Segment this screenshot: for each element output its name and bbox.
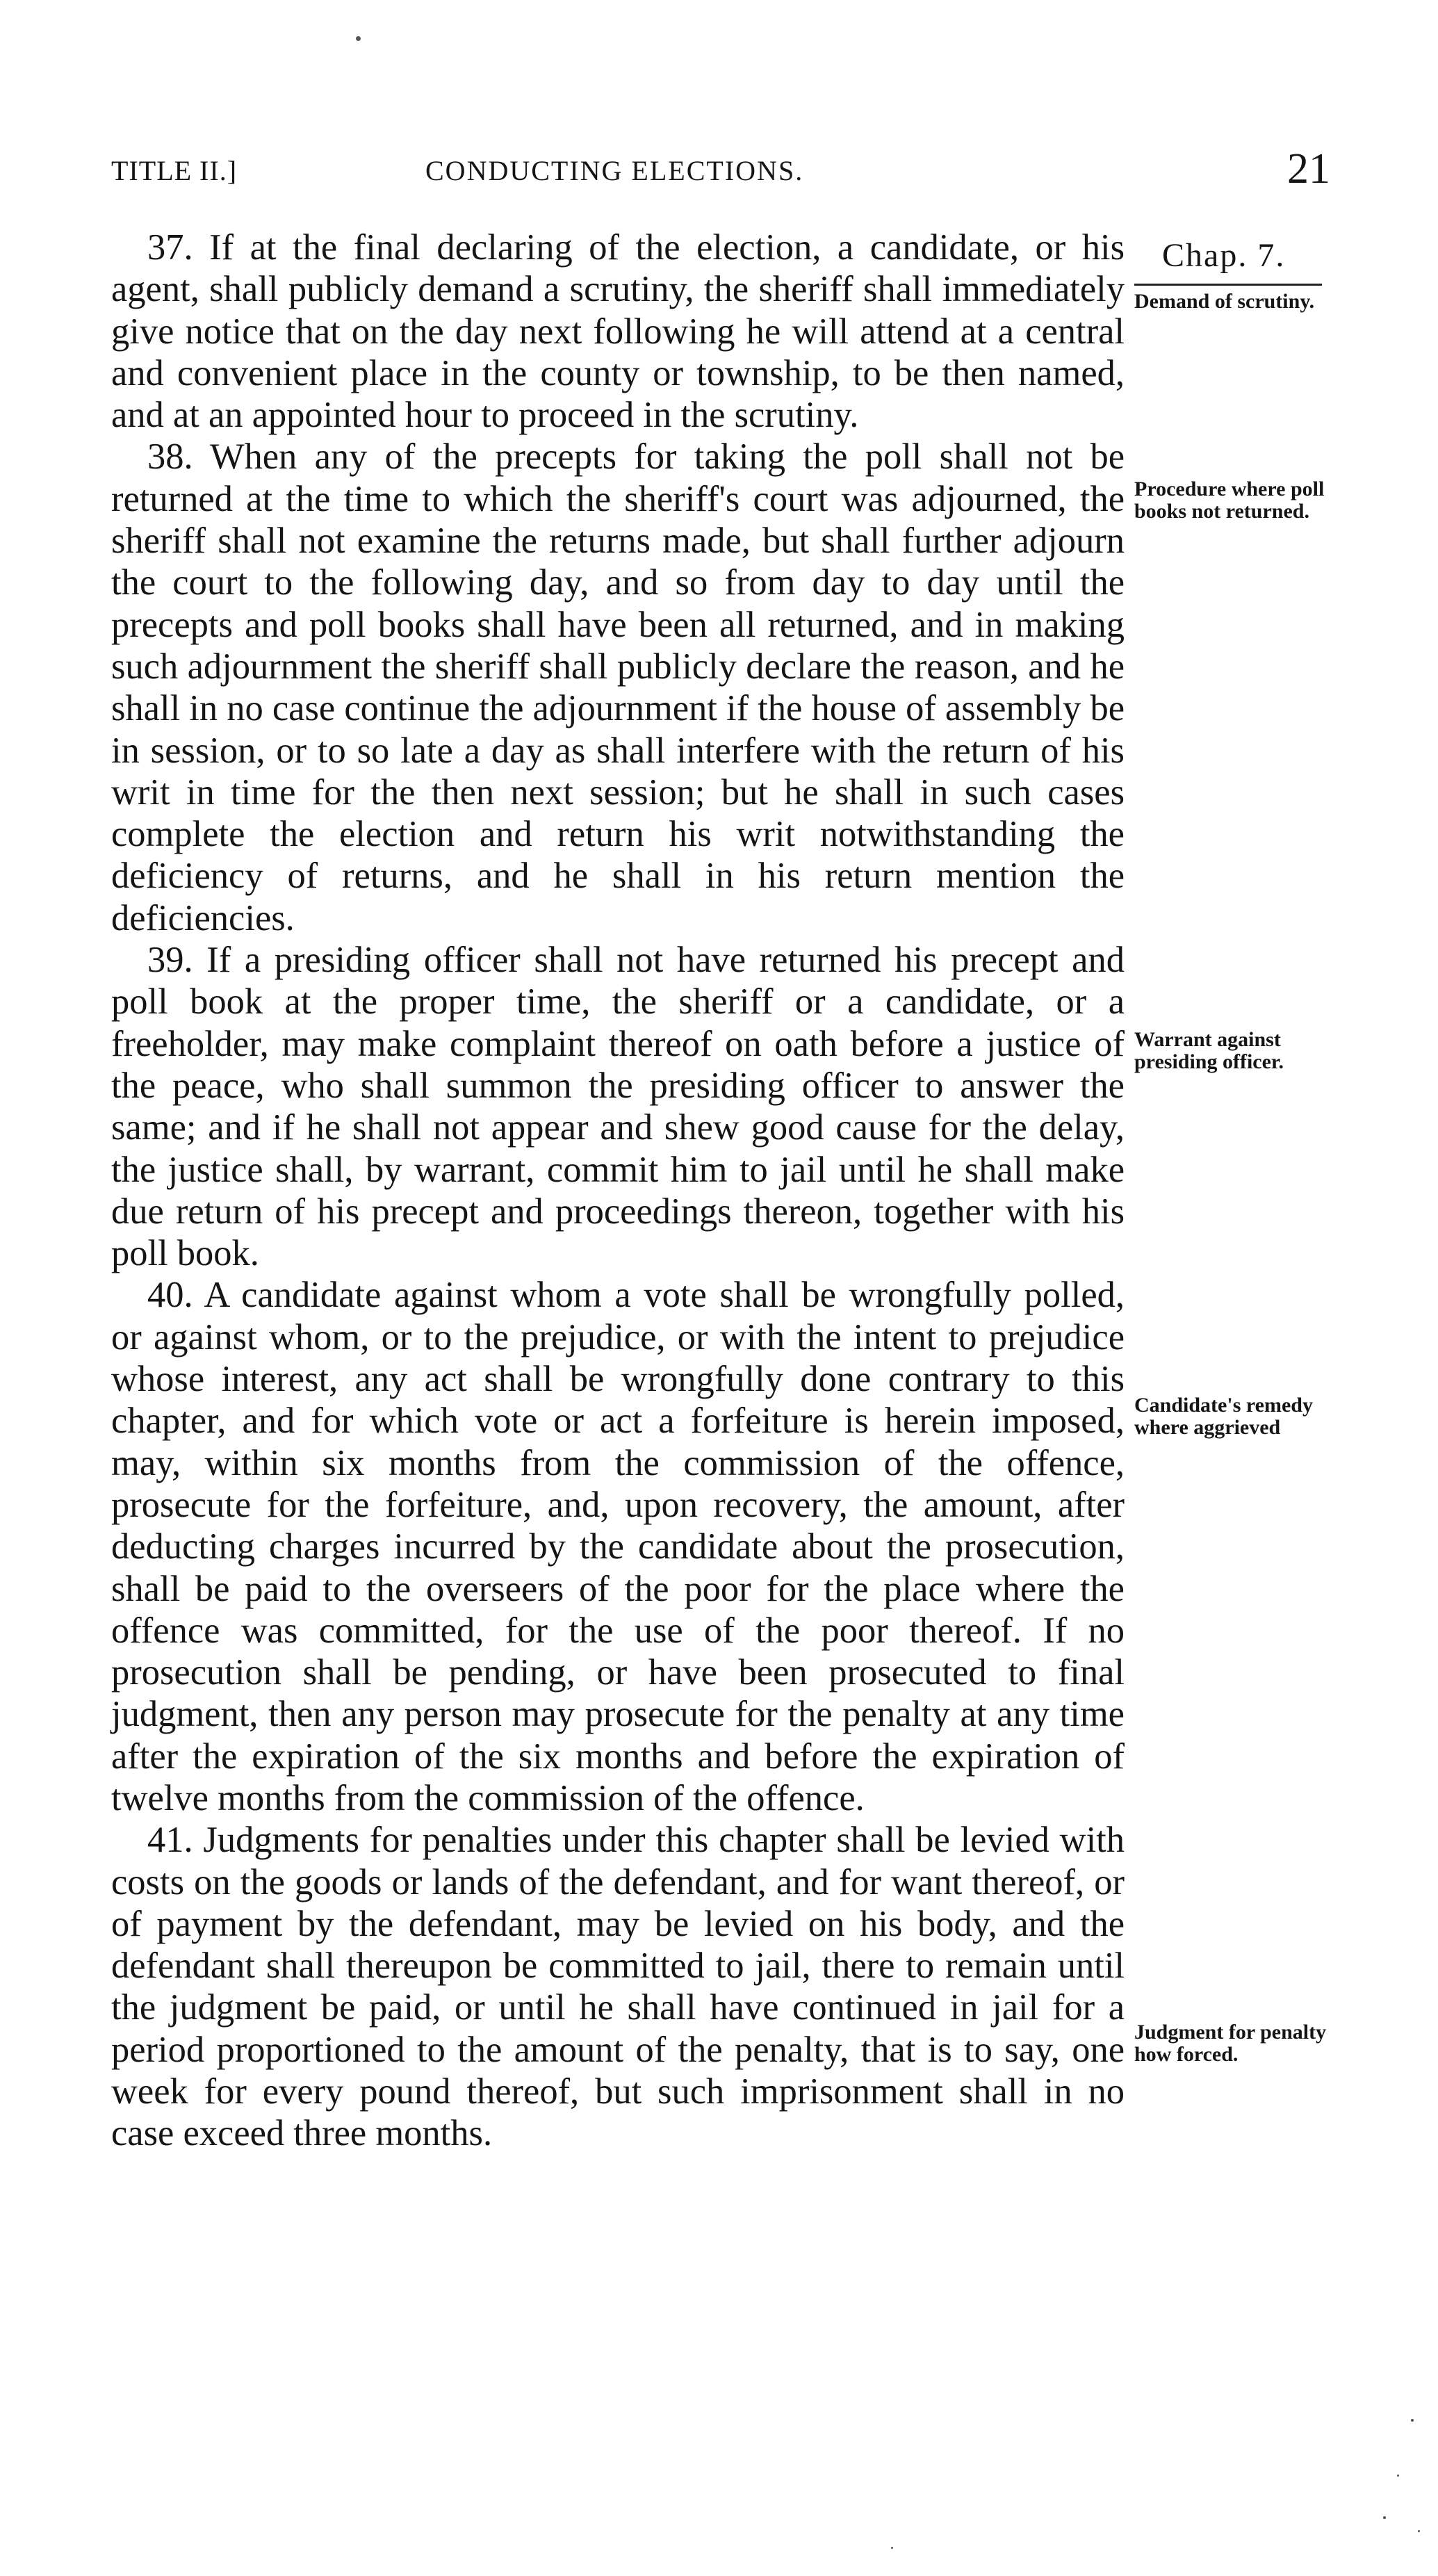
- margin-note-warrant-presiding-officer: Warrant against presiding officer.: [1134, 1028, 1284, 1073]
- margin-note-demand-of-scrutiny: Demand of scrutiny.: [1134, 290, 1315, 313]
- scan-speck: [1418, 2530, 1420, 2532]
- main-text-column: [111, 227, 1125, 2155]
- page-number: 21: [1287, 145, 1330, 193]
- section-39: 39. If a presiding officer shall not have returned his precept and poll book at the proper time, the sheriff or a candidate, or a freeholder, may make complaint thereof on oath before a justice of the peace, who shall summon the presiding officer to answer the same; and if he shall not appear and shew good cause for the delay, the justice shall, by warrant, commit him to jail until he shall make due return of his precept and proceedings thereon, together with his poll book.: [111, 940, 1125, 1274]
- section-40: 40. A candidate against whom a vote shall be wrongfully polled, or against whom, or to the prejudice, or with the intent to prejudice whose interest, any act shall be wrongfully done contrary to this chapter, and for which vote or act a forfeiture is herein imposed, may, within six months from the commission of the offence, prosecute for the forfeiture, and, upon recovery, the amount, after deducting charges incurred by the candidate about the prosecution, shall be paid to the overseers of the poor for the place where the offence was committed, for the use of the poor thereof. If no prosecution shall be pending, or have been prosecuted to final judgment, then any person may prosecute for the penalty at any time after the expiration of the six months and before the expiration of twelve months from the commission of the offence.: [111, 1275, 1125, 1818]
- section-37: 37. If at the final declaring of the election, a candidate, or his agent, shall publicly demand a scrutiny, the sheriff shall immediately give notice that on the day next following he will attend at a central and convenient place in the county or township, to be then named, and at an appointed hour to proceed in the scrutiny.: [111, 227, 1125, 436]
- margin-note-candidates-remedy: Candidate's remedy where aggrieved: [1134, 1394, 1313, 1439]
- scan-speck: [1397, 2475, 1399, 2477]
- section-41: 41. Judgments for penalties under this chapter shall be levied with costs on the goods or lands of the defendant, and for want thereof, or of payment by the defendant, may be levied on his body, and the defendant shall thereupon be committed to jail, there to remain until the judgment be paid, or until he shall have continued in jail for a period proportioned to the amount of the penalty, that is to say, one week for every pound thereof, but such imprisonment shall in no case exceed three months.: [111, 1820, 1125, 2154]
- scan-speck: [1411, 2419, 1414, 2422]
- scan-speck: [891, 2547, 893, 2549]
- running-head-chapter-title: CONDUCTING ELECTIONS.: [425, 155, 804, 186]
- scan-speck: [1383, 2516, 1386, 2519]
- margin-note-judgment-penalty: Judgment for penalty how forced.: [1134, 2021, 1327, 2066]
- chapter-label: Chap. 7.: [1162, 237, 1286, 274]
- section-38: 38. When any of the precepts for taking the poll shall not be returned at the time to which the sheriff's court was adjourned, the sheriff shall not examine the returns made, but shall further adjourn the court to the following day, and so from day to day until the precepts and poll books shall have been all returned, and in making such adjournment the sheriff shall publicly declare the reason, and he shall in no case continue the adjournment if the house of assembly be in session, or to so late a day as shall interfere with the return of his writ in time for the then next session; but he shall in such cases complete the election and return his writ notwithstanding the deficiency of returns, and he shall in his return mention the deficiencies.: [111, 437, 1125, 938]
- chapter-rule: [1134, 284, 1322, 286]
- running-head-title: TITLE II.]: [111, 155, 238, 186]
- margin-note-procedure-poll-books: Procedure where poll books not returned.: [1134, 478, 1325, 523]
- scan-speck: [356, 36, 361, 41]
